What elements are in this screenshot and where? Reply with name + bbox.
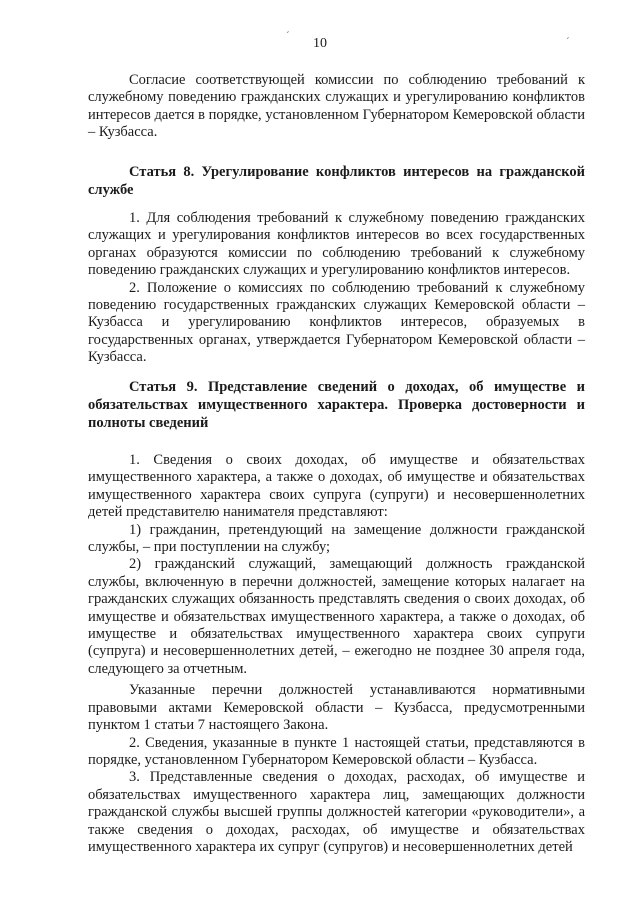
intro-paragraph-block [88,72,585,142]
article-8-body [88,210,585,367]
article-8-paragraph-2: 2. Положение о комиссиях по соблюдению требований к служебному поведению государственных гражданских служащих Кемеровской области – Кузбасса и урегулированию конфликтов интересов, образуемых в государственных органах, утверждается Губернатором Кемеровской области – Кузбасса. [88,279,585,366]
scan-mark: ˊ [286,30,290,42]
article-9-heading: Статья 9. Представление сведений о доходах, об имуществе и обязательствах имущественного характера. Проверка достоверности и полноты сведений [88,379,585,431]
article-8-paragraph-1: 1. Для соблюдения требований к служебному поведению гражданских служащих и урегулирования конфликтов интересов во всех государственных органах образуются комиссии по соблюдению требований к служебному поведению гражданских служащих и урегулированию конфликтов интересов. [88,210,585,279]
page-number: 10 [313,36,327,51]
intro-paragraph: Согласие соответствующей комиссии по соблюдению требований к служебному поведению гражданских служащих и урегулированию конфликтов интересов дается в порядке, установленном Губернатором Кемеровской области – Кузбасса. [88,72,585,141]
article-9-lists-note: Указанные перечни должностей устанавливаются нормативными правовыми актами Кемеровской области – Кузбасса, предусмотренными пунктом 1 статьи 7 настоящего Закона. [88,682,585,734]
article-9-item-1: 1) гражданин, претендующий на замещение должности гражданской службы, – при поступлении на службу; [88,521,585,556]
article-9-paragraph-1: 1. Сведения о своих доходах, об имуществе и обязательствах имущественного характера, а также о доходах, об имуществе и обязательствах имущественного характера своих супруга (супруги) и несовершеннолетних детей представителю нанимателя представляют: [88,452,585,521]
article-9-item-2: 2) гражданский служащий, замещающий должность гражданской службы, включенную в перечни должностей, замещение которых налагает на гражданских служащих обязанность представлять сведения о своих доходах, об имуществе и обязательствах имущественного характера, а также о доходах, об имуществе и обязательствах имущественного характера своих супруги (супруга) и несовершеннолетних детей, – ежегодно не позднее 30 апреля года, следующего за отчетным. [88,556,585,677]
article-9-paragraph-2: 2. Сведения, указанные в пункте 1 настоящей статьи, представляются в порядке, установленном Губернатором Кемеровской области – Кузбасса. [88,734,585,768]
article-9-body [88,452,585,856]
article-8-heading: Статья 8. Урегулирование конфликтов интересов на гражданской службе [88,164,585,198]
scan-mark: ˊ [566,36,570,48]
article-9-paragraph-3: 3. Представленные сведения о доходах, расходах, об имуществе и обязательствах имущественного характера лиц, замещающих должности гражданской службы высшей группы должностей категории «руководители», а также сведения о доходах, расходах, об имуществе и обязательствах имущественного характера их супруг (супругов) и несовершеннолетних детей [88,769,585,855]
